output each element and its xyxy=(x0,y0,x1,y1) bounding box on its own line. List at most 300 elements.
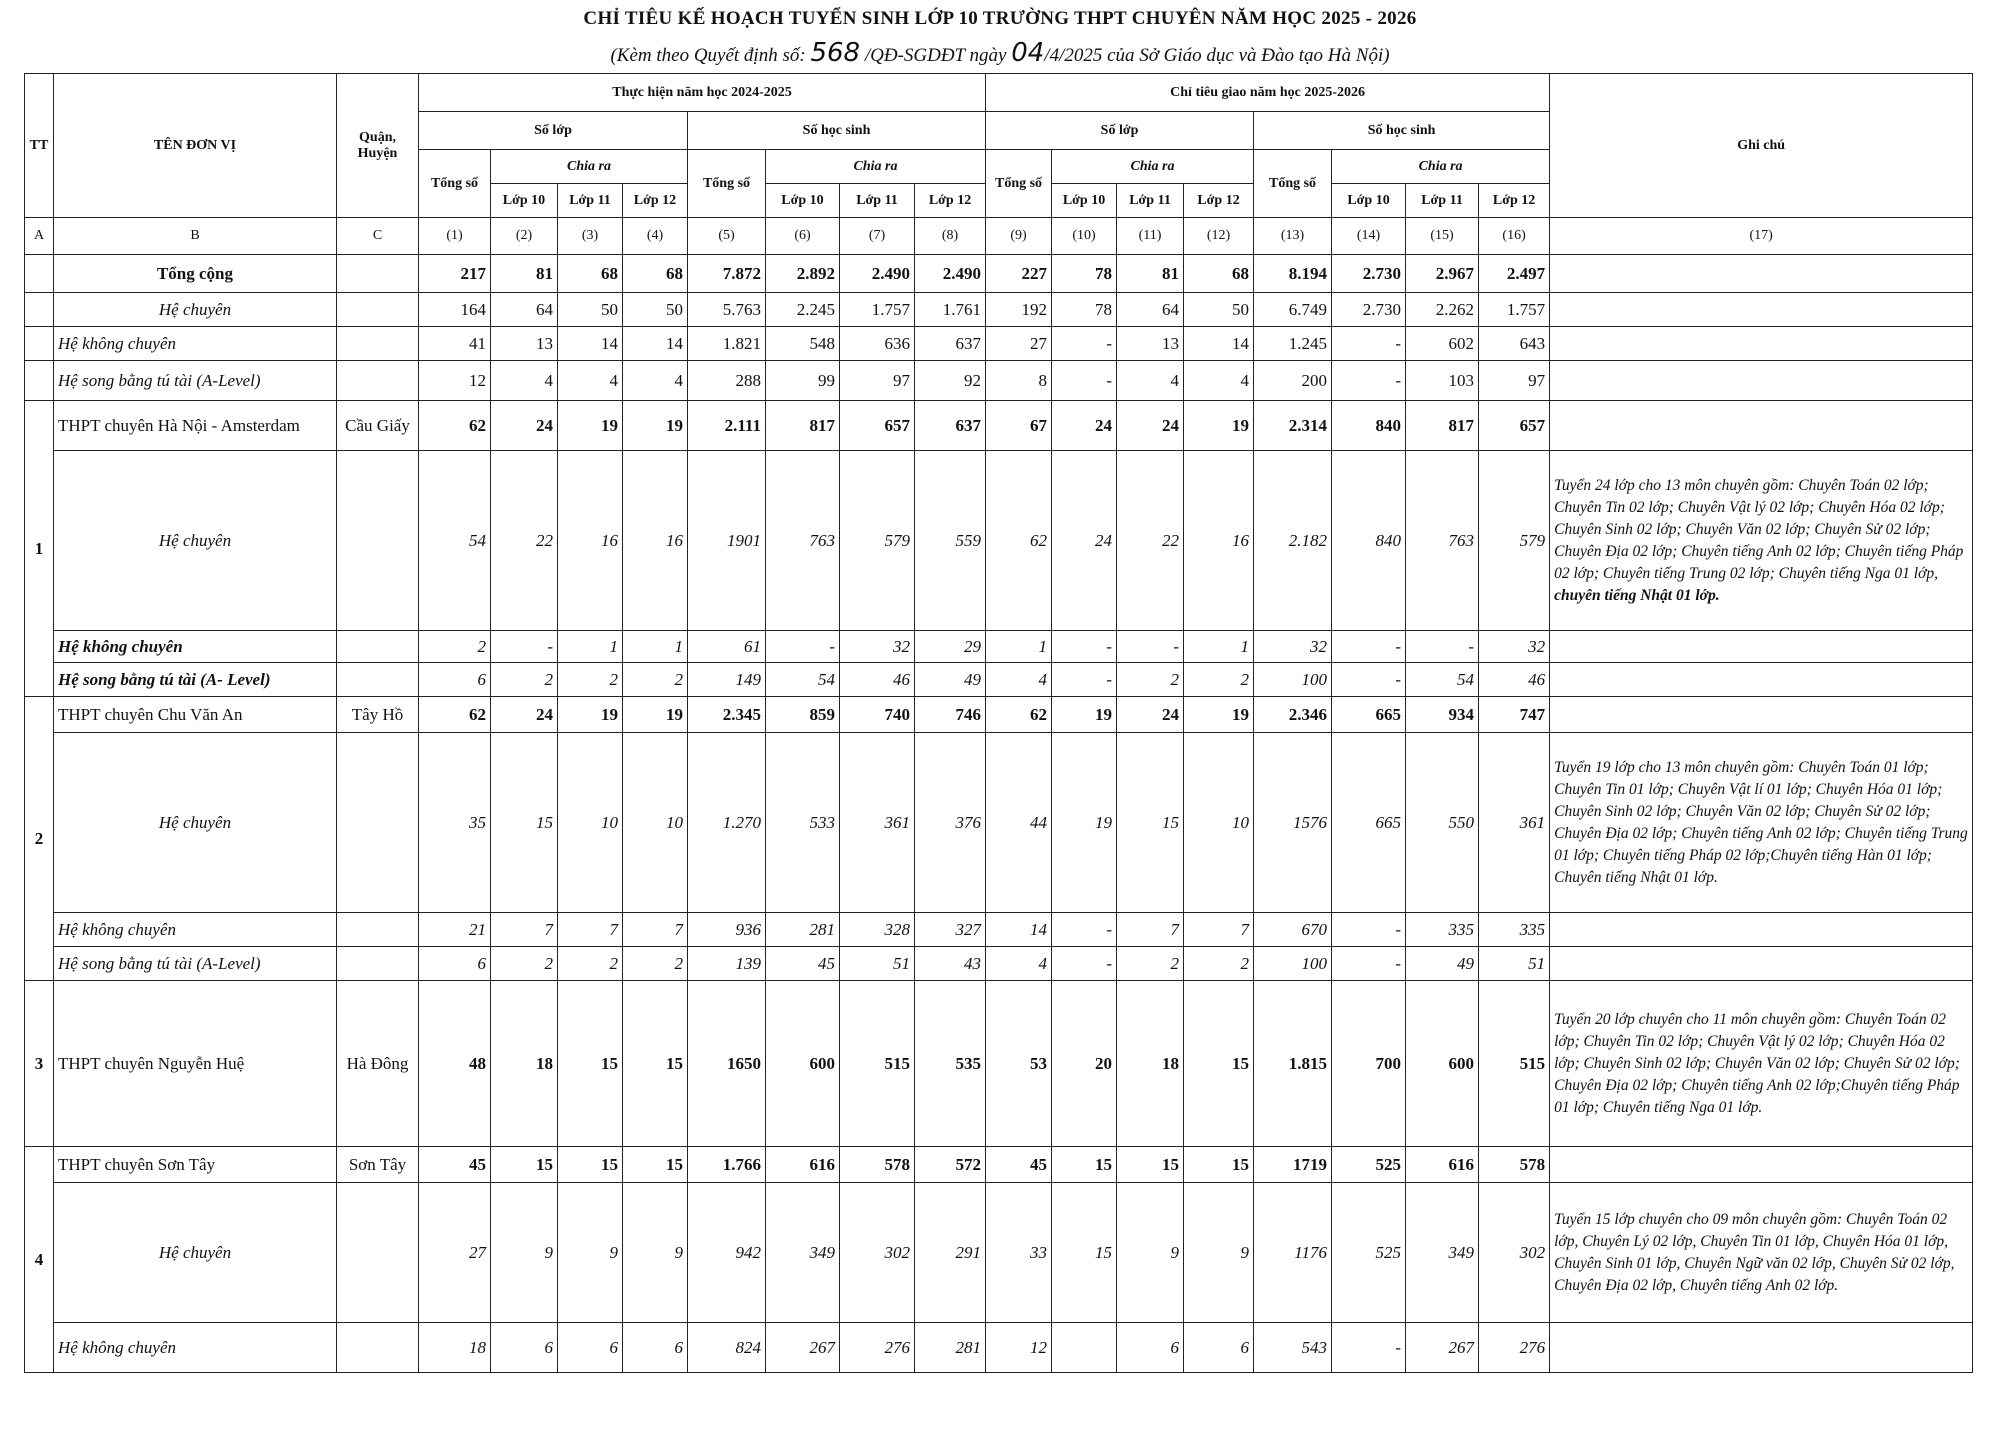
value-cell: 746 xyxy=(915,697,986,733)
value-cell: 24 xyxy=(1117,401,1184,451)
period1-header: Thực hiện năm học 2024-2025 xyxy=(419,74,986,112)
value-cell: 54 xyxy=(1406,663,1479,697)
value-cell: 7 xyxy=(558,913,623,947)
value-cell: 97 xyxy=(840,361,915,401)
value-cell: 19 xyxy=(1184,697,1254,733)
value-cell: 936 xyxy=(688,913,766,947)
value-cell: 1 xyxy=(1184,631,1254,663)
unit-name: Hệ chuyên xyxy=(54,293,337,327)
value-cell: 578 xyxy=(1479,1147,1550,1183)
value-cell: 2 xyxy=(558,947,623,981)
value-cell: 68 xyxy=(623,255,688,293)
grade10-header: Lớp 10 xyxy=(491,184,558,218)
value-cell: 572 xyxy=(915,1147,986,1183)
grade12-header: Lớp 12 xyxy=(915,184,986,218)
note-text: Tuyển 19 lớp cho 13 môn chuyên gồm: Chuyên Toán 01 lớp; Chuyên Tin 01 lớp; Chuyên Vật lí 01 lớp; Chuyên Hóa 01 lớp; Chuyên Sinh 02 lớp; Chuyên Văn 02 lớp; Chuyên Sử 02 lớp; Chuyên Địa 02 lớp; Chuyên tiếng Anh 02 lớp; Chuyên tiếng Trung 01 lớp; Chuyên tiếng Pháp 02 lớp;Chuyên tiếng Hàn 01 lớp; Chuyên tiếng Nhật 01 lớp. xyxy=(1554,758,1968,886)
column-index-cell: (3) xyxy=(558,218,623,255)
value-cell: 50 xyxy=(558,293,623,327)
col-tt-header: TT xyxy=(25,74,54,218)
value-cell: 51 xyxy=(1479,947,1550,981)
value-cell: 859 xyxy=(766,697,840,733)
value-cell: 276 xyxy=(1479,1323,1550,1373)
value-cell: 54 xyxy=(419,451,491,631)
value-cell: 288 xyxy=(688,361,766,401)
value-cell: 62 xyxy=(419,401,491,451)
unit-name: THPT chuyên Sơn Tây xyxy=(54,1147,337,1183)
value-cell: 840 xyxy=(1332,451,1406,631)
table-row xyxy=(25,631,1973,663)
column-index-cell: (10) xyxy=(1052,218,1117,255)
value-cell: 15 xyxy=(558,981,623,1147)
value-cell: 2.346 xyxy=(1254,697,1332,733)
value-cell: 6.749 xyxy=(1254,293,1332,327)
value-cell: - xyxy=(1052,663,1117,697)
unit-name: THPT chuyên Hà Nội - Amsterdam xyxy=(54,401,337,451)
row-number: 2 xyxy=(25,697,54,981)
value-cell: 68 xyxy=(558,255,623,293)
value-cell: 20 xyxy=(1052,981,1117,1147)
value-cell: 24 xyxy=(1052,451,1117,631)
value-cell: 103 xyxy=(1406,361,1479,401)
district xyxy=(337,947,419,981)
value-cell: 763 xyxy=(1406,451,1479,631)
value-cell: 1719 xyxy=(1254,1147,1332,1183)
value-cell: 192 xyxy=(986,293,1052,327)
value-cell: 600 xyxy=(1406,981,1479,1147)
value-cell: 217 xyxy=(419,255,491,293)
value-cell: 535 xyxy=(915,981,986,1147)
value-cell: 9 xyxy=(558,1183,623,1323)
unit-name: THPT chuyên Chu Văn An xyxy=(54,697,337,733)
table-row xyxy=(25,947,1973,981)
value-cell: 32 xyxy=(840,631,915,663)
subtitle-middle: /QĐ-SGDĐT ngày xyxy=(860,45,1012,66)
p2-classes-split-header: Chia ra xyxy=(1052,150,1254,184)
value-cell: 27 xyxy=(419,1183,491,1323)
table-row xyxy=(25,1147,1973,1183)
table-row xyxy=(25,327,1973,361)
column-index-cell: (15) xyxy=(1406,218,1479,255)
p1-classes-total-header: Tổng số xyxy=(419,150,491,218)
value-cell: - xyxy=(1052,361,1117,401)
grade10-header: Lớp 10 xyxy=(1332,184,1406,218)
value-cell: 2.730 xyxy=(1332,255,1406,293)
unit-name: Hệ không chuyên xyxy=(54,1323,337,1373)
value-cell: 670 xyxy=(1254,913,1332,947)
value-cell: 27 xyxy=(986,327,1052,361)
value-cell: 2.892 xyxy=(766,255,840,293)
value-cell xyxy=(1052,1323,1117,1373)
value-cell: 1650 xyxy=(688,981,766,1147)
district: Sơn Tây xyxy=(337,1147,419,1183)
value-cell: - xyxy=(1052,327,1117,361)
column-index-cell: (16) xyxy=(1479,218,1550,255)
p1-classes-split-header: Chia ra xyxy=(491,150,688,184)
value-cell: 24 xyxy=(1117,697,1184,733)
value-cell: 92 xyxy=(915,361,986,401)
value-cell: 942 xyxy=(688,1183,766,1323)
value-cell: 1.757 xyxy=(840,293,915,327)
note-cell xyxy=(1550,947,1973,981)
value-cell: 19 xyxy=(558,697,623,733)
table-row xyxy=(25,733,1973,913)
district xyxy=(337,255,419,293)
period2-header: Chỉ tiêu giao năm học 2025-2026 xyxy=(986,74,1550,112)
district xyxy=(337,631,419,663)
table-body xyxy=(25,255,1973,1373)
value-cell: 78 xyxy=(1052,255,1117,293)
value-cell: 747 xyxy=(1479,697,1550,733)
value-cell: 600 xyxy=(766,981,840,1147)
value-cell: 2 xyxy=(623,947,688,981)
column-index-row xyxy=(25,218,1973,255)
district xyxy=(337,451,419,631)
note-text: Tuyển 15 lớp chuyên cho 09 môn chuyên gồm: Chuyên Toán 02 lớp, Chuyên Lý 02 lớp, Chuyên Tin 01 lớp, Chuyên Hóa 01 lớp, Chuyên Sinh 01 lớp, Chuyên Ngữ văn 02 lớp, Chuyên Sử 02 lớp, Chuyên Địa 02 lớp, Chuyên tiếng Anh 02 lớp. xyxy=(1554,1210,1955,1294)
value-cell: 9 xyxy=(623,1183,688,1323)
unit-name: Hệ song bằng tú tài (A-Level) xyxy=(54,947,337,981)
note-cell xyxy=(1550,663,1973,697)
value-cell: - xyxy=(1332,663,1406,697)
value-cell: - xyxy=(1052,947,1117,981)
value-cell: 559 xyxy=(915,451,986,631)
value-cell: 46 xyxy=(840,663,915,697)
value-cell: 6 xyxy=(1117,1323,1184,1373)
value-cell: 2 xyxy=(491,947,558,981)
row-number xyxy=(25,361,54,401)
value-cell: 6 xyxy=(491,1323,558,1373)
value-cell: 62 xyxy=(419,697,491,733)
value-cell: 54 xyxy=(766,663,840,697)
value-cell: 24 xyxy=(491,697,558,733)
decision-number: 568 xyxy=(810,38,861,68)
value-cell: 15 xyxy=(491,1147,558,1183)
value-cell: 99 xyxy=(766,361,840,401)
value-cell: 6 xyxy=(419,663,491,697)
value-cell: 14 xyxy=(986,913,1052,947)
value-cell: 824 xyxy=(688,1323,766,1373)
value-cell: 8 xyxy=(986,361,1052,401)
value-cell: 2 xyxy=(419,631,491,663)
value-cell: 15 xyxy=(1184,1147,1254,1183)
value-cell: 62 xyxy=(986,697,1052,733)
value-cell: 763 xyxy=(766,451,840,631)
value-cell: 525 xyxy=(1332,1183,1406,1323)
value-cell: 276 xyxy=(840,1323,915,1373)
value-cell: 4 xyxy=(986,947,1052,981)
value-cell: 2 xyxy=(491,663,558,697)
value-cell: 15 xyxy=(1184,981,1254,1147)
table-row xyxy=(25,293,1973,327)
value-cell: 281 xyxy=(766,913,840,947)
value-cell: 15 xyxy=(1052,1147,1117,1183)
column-index-cell: (6) xyxy=(766,218,840,255)
value-cell: 97 xyxy=(1479,361,1550,401)
note-cell xyxy=(1550,1183,1973,1323)
value-cell: - xyxy=(1332,361,1406,401)
value-cell: 515 xyxy=(1479,981,1550,1147)
value-cell: 18 xyxy=(491,981,558,1147)
district: Hà Đông xyxy=(337,981,419,1147)
value-cell: 51 xyxy=(840,947,915,981)
table-row xyxy=(25,401,1973,451)
value-cell: 2 xyxy=(558,663,623,697)
unit-name: Hệ không chuyên xyxy=(54,913,337,947)
value-cell: 636 xyxy=(840,327,915,361)
value-cell: 16 xyxy=(558,451,623,631)
value-cell: 616 xyxy=(1406,1147,1479,1183)
value-cell: 48 xyxy=(419,981,491,1147)
grade10-header: Lớp 10 xyxy=(766,184,840,218)
value-cell: 328 xyxy=(840,913,915,947)
row-number xyxy=(25,255,54,293)
district xyxy=(337,663,419,697)
value-cell: 4 xyxy=(986,663,1052,697)
value-cell: 4 xyxy=(623,361,688,401)
p2-classes-header: Số lớp xyxy=(986,112,1254,150)
column-index-cell: B xyxy=(54,218,337,255)
value-cell: 14 xyxy=(1184,327,1254,361)
value-cell: 2.111 xyxy=(688,401,766,451)
value-cell: 32 xyxy=(1479,631,1550,663)
value-cell: 49 xyxy=(915,663,986,697)
value-cell: 15 xyxy=(623,981,688,1147)
value-cell: 2.497 xyxy=(1479,255,1550,293)
p1-classes-header: Số lớp xyxy=(419,112,688,150)
value-cell: 24 xyxy=(1052,401,1117,451)
value-cell: 602 xyxy=(1406,327,1479,361)
value-cell: - xyxy=(1332,1323,1406,1373)
value-cell: 9 xyxy=(1184,1183,1254,1323)
value-cell: 15 xyxy=(491,733,558,913)
value-cell: 1.761 xyxy=(915,293,986,327)
value-cell: 100 xyxy=(1254,663,1332,697)
value-cell: 550 xyxy=(1406,733,1479,913)
value-cell: 616 xyxy=(766,1147,840,1183)
value-cell: 1.821 xyxy=(688,327,766,361)
value-cell: 44 xyxy=(986,733,1052,913)
value-cell: 149 xyxy=(688,663,766,697)
value-cell: 2 xyxy=(623,663,688,697)
value-cell: 13 xyxy=(491,327,558,361)
col-district-header: Quận, Huyện xyxy=(337,74,419,218)
value-cell: 78 xyxy=(1052,293,1117,327)
value-cell: 579 xyxy=(840,451,915,631)
value-cell: 1.270 xyxy=(688,733,766,913)
value-cell: 6 xyxy=(623,1323,688,1373)
value-cell: 139 xyxy=(688,947,766,981)
value-cell: 15 xyxy=(623,1147,688,1183)
value-cell: 361 xyxy=(1479,733,1550,913)
value-cell: 9 xyxy=(491,1183,558,1323)
value-cell: 579 xyxy=(1479,451,1550,631)
value-cell: 1901 xyxy=(688,451,766,631)
value-cell: 12 xyxy=(986,1323,1052,1373)
value-cell: 665 xyxy=(1332,697,1406,733)
row-number: 1 xyxy=(25,401,54,697)
value-cell: - xyxy=(1052,631,1117,663)
subtitle-suffix: /4/2025 của Sở Giáo dục và Đào tạo Hà Nội) xyxy=(1044,45,1390,66)
value-cell: 14 xyxy=(558,327,623,361)
value-cell: 64 xyxy=(491,293,558,327)
column-index-cell: (1) xyxy=(419,218,491,255)
district: Tây Hồ xyxy=(337,697,419,733)
value-cell: 62 xyxy=(986,451,1052,631)
value-cell: 637 xyxy=(915,327,986,361)
value-cell: 7 xyxy=(623,913,688,947)
subtitle-prefix: (Kèm theo Quyết định số: xyxy=(610,45,811,66)
value-cell: 15 xyxy=(1052,1183,1117,1323)
value-cell: 525 xyxy=(1332,1147,1406,1183)
unit-name: Hệ chuyên xyxy=(54,1183,337,1323)
value-cell: 10 xyxy=(558,733,623,913)
value-cell: 643 xyxy=(1479,327,1550,361)
note-text: Tuyển 20 lớp chuyên cho 11 môn chuyên gồm: Chuyên Toán 02 lớp; Chuyên Tin 02 lớp; Chuyên Vật lý 02 lớp; Chuyên Hóa 02 lớp; Chuyên Sinh 02 lớp; Chuyên Văn 02 lớp; Chuyên Sử 02 lớp; Chuyên Địa 02 lớp; Chuyên tiếng Anh 02 lớp;Chuyên tiếng Pháp 01 lớp; Chuyên tiếng Nga 01 lớp. xyxy=(1554,1010,1960,1116)
note-cell xyxy=(1550,293,1973,327)
value-cell: 1.757 xyxy=(1479,293,1550,327)
column-index-cell: (8) xyxy=(915,218,986,255)
p2-classes-total-header: Tổng số xyxy=(986,150,1052,218)
value-cell: 6 xyxy=(419,947,491,981)
unit-name: Hệ không chuyên xyxy=(54,327,337,361)
table-row xyxy=(25,451,1973,631)
p2-students-split-header: Chia ra xyxy=(1332,150,1550,184)
note-cell xyxy=(1550,451,1973,631)
table-row xyxy=(25,361,1973,401)
p1-students-total-header: Tổng số xyxy=(688,150,766,218)
value-cell: 2.262 xyxy=(1406,293,1479,327)
value-cell: 227 xyxy=(986,255,1052,293)
value-cell: 327 xyxy=(915,913,986,947)
table-row xyxy=(25,255,1973,293)
col-unit-header: TÊN ĐƠN VỊ xyxy=(54,74,337,218)
p2-students-total-header: Tổng số xyxy=(1254,150,1332,218)
value-cell: 2.490 xyxy=(915,255,986,293)
value-cell: 53 xyxy=(986,981,1052,1147)
district xyxy=(337,1183,419,1323)
value-cell: 515 xyxy=(840,981,915,1147)
district: Cầu Giấy xyxy=(337,401,419,451)
value-cell: 164 xyxy=(419,293,491,327)
value-cell: 657 xyxy=(840,401,915,451)
value-cell: 840 xyxy=(1332,401,1406,451)
district xyxy=(337,327,419,361)
district xyxy=(337,361,419,401)
unit-name: Hệ song bằng tú tài (A-Level) xyxy=(54,361,337,401)
value-cell: 267 xyxy=(1406,1323,1479,1373)
value-cell: 50 xyxy=(623,293,688,327)
value-cell: 16 xyxy=(1184,451,1254,631)
column-index-cell: (13) xyxy=(1254,218,1332,255)
value-cell: 49 xyxy=(1406,947,1479,981)
value-cell: 1.815 xyxy=(1254,981,1332,1147)
value-cell: 1176 xyxy=(1254,1183,1332,1323)
note-cell xyxy=(1550,327,1973,361)
value-cell: 100 xyxy=(1254,947,1332,981)
value-cell: 2.967 xyxy=(1406,255,1479,293)
grade11-header: Lớp 11 xyxy=(840,184,915,218)
value-cell: 2 xyxy=(1117,947,1184,981)
table-row xyxy=(25,663,1973,697)
value-cell: 19 xyxy=(1052,733,1117,913)
column-index-cell: (7) xyxy=(840,218,915,255)
unit-name: THPT chuyên Nguyễn Huệ xyxy=(54,981,337,1147)
grade11-header: Lớp 11 xyxy=(1406,184,1479,218)
value-cell: 4 xyxy=(491,361,558,401)
value-cell: 934 xyxy=(1406,697,1479,733)
value-cell: 2 xyxy=(1184,947,1254,981)
value-cell: 45 xyxy=(766,947,840,981)
value-cell: 2.345 xyxy=(688,697,766,733)
unit-name: Hệ không chuyên xyxy=(54,631,337,663)
value-cell: 1 xyxy=(558,631,623,663)
p1-students-split-header: Chia ra xyxy=(766,150,986,184)
grade10-header: Lớp 10 xyxy=(1052,184,1117,218)
value-cell: 24 xyxy=(491,401,558,451)
value-cell: 2.314 xyxy=(1254,401,1332,451)
value-cell: 637 xyxy=(915,401,986,451)
value-cell: 29 xyxy=(915,631,986,663)
value-cell: 22 xyxy=(1117,451,1184,631)
value-cell: 2.490 xyxy=(840,255,915,293)
value-cell: 19 xyxy=(1052,697,1117,733)
value-cell: 6 xyxy=(558,1323,623,1373)
column-index-cell: (12) xyxy=(1184,218,1254,255)
note-cell xyxy=(1550,1147,1973,1183)
value-cell: 12 xyxy=(419,361,491,401)
value-cell: 8.194 xyxy=(1254,255,1332,293)
district xyxy=(337,1323,419,1373)
value-cell: 657 xyxy=(1479,401,1550,451)
column-index-cell: (2) xyxy=(491,218,558,255)
note-cell xyxy=(1550,401,1973,451)
value-cell: 7 xyxy=(1184,913,1254,947)
value-cell: 740 xyxy=(840,697,915,733)
value-cell: 376 xyxy=(915,733,986,913)
note-text: Tuyển 24 lớp cho 13 môn chuyên gồm: Chuyên Toán 02 lớp; Chuyên Tin 02 lớp; Chuyên Vật lý 02 lớp; Chuyên Hóa 02 lớp; Chuyên Sinh 02 lớp; Chuyên Văn 02 lớp; Chuyên Sử 02 lớp; Chuyên Địa 02 lớp; Chuyên tiếng Anh 02 lớp; Chuyên tiếng Pháp 02 lớp; Chuyên tiếng Trung 02 lớp; Chuyên tiếng Nga 01 lớp, xyxy=(1554,476,1964,582)
value-cell: 1 xyxy=(986,631,1052,663)
value-cell: 7 xyxy=(1117,913,1184,947)
row-number: 3 xyxy=(25,981,54,1147)
note-cell xyxy=(1550,733,1973,913)
value-cell: 46 xyxy=(1479,663,1550,697)
value-cell: 15 xyxy=(558,1147,623,1183)
value-cell: 10 xyxy=(1184,733,1254,913)
value-cell: 22 xyxy=(491,451,558,631)
value-cell: 267 xyxy=(766,1323,840,1373)
value-cell: 43 xyxy=(915,947,986,981)
value-cell: - xyxy=(1332,947,1406,981)
value-cell: 817 xyxy=(766,401,840,451)
value-cell: 302 xyxy=(840,1183,915,1323)
value-cell: 18 xyxy=(1117,981,1184,1147)
value-cell: 21 xyxy=(419,913,491,947)
value-cell: 41 xyxy=(419,327,491,361)
value-cell: 32 xyxy=(1254,631,1332,663)
value-cell: 19 xyxy=(558,401,623,451)
value-cell: - xyxy=(766,631,840,663)
note-cell xyxy=(1550,255,1973,293)
value-cell: 1.245 xyxy=(1254,327,1332,361)
value-cell: 4 xyxy=(558,361,623,401)
value-cell: 291 xyxy=(915,1183,986,1323)
value-cell: 15 xyxy=(1117,1147,1184,1183)
value-cell: 64 xyxy=(1117,293,1184,327)
value-cell: 700 xyxy=(1332,981,1406,1147)
note-cell xyxy=(1550,631,1973,663)
note-cell xyxy=(1550,981,1973,1147)
value-cell: 4 xyxy=(1184,361,1254,401)
document-subtitle xyxy=(0,38,2000,68)
